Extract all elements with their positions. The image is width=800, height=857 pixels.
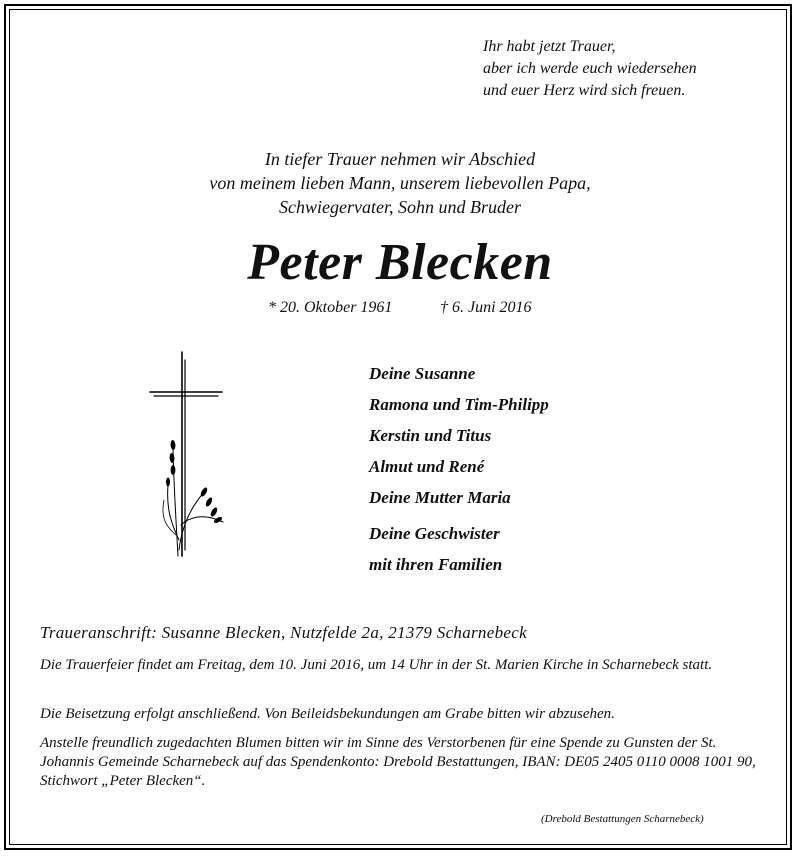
mourners-list [369, 358, 549, 580]
undertaker-credit: (Drebold Bestattungen Scharnebeck) [541, 813, 704, 825]
quote-line: und euer Herz wird sich freuen. [483, 82, 686, 99]
bible-quote [483, 36, 697, 102]
birth-date: * 20. Oktober 1961 [268, 299, 393, 316]
cross-with-wheat-icon [148, 350, 228, 562]
mourner-family-line: mit ihren Familien [369, 555, 503, 574]
mourning-address: Traueranschrift: Susanne Blecken, Nutzfelde 2a, 21379 Scharnebeck [40, 623, 527, 642]
donation-info: Anstelle freundlich zugedachten Blumen bitten wir im Sinne des Verstorbenen für eine Spende zu Gunsten der St. Johannis Gemeinde Scharnebeck auf das Spendenkonto: Drebold Bestattungen, IBAN: DE05 2405 0110 0008 1001 90, Stichwort „Peter Blecken“. [40, 735, 756, 789]
death-date: † 6. Juni 2016 [440, 299, 532, 316]
mourner-family-line: Deine Geschwister [369, 524, 500, 543]
mourner-entry: Kerstin und Titus [369, 426, 492, 445]
mourner-entry: Ramona und Tim-Philipp [369, 395, 549, 414]
mourner-entry: Deine Susanne [369, 364, 476, 383]
funeral-info: Die Trauerfeier findet am Freitag, dem 10. Juni 2016, um 14 Uhr in der St. Marien Kirche in Scharnebeck statt. [40, 657, 713, 673]
mourner-family [369, 518, 549, 580]
deceased-name: Peter Blecken [247, 234, 553, 291]
mourner-entry: Almut und René [369, 457, 485, 476]
mourner-entry: Deine Mutter Maria [369, 488, 511, 507]
intro-text [0, 147, 800, 219]
burial-info: Die Beisetzung erfolgt anschließend. Von Beileidsbekundungen am Grabe bitten wir abzusehen. [40, 706, 615, 722]
quote-line: aber ich werde euch wiedersehen [483, 60, 697, 77]
quote-line: Ihr habt jetzt Trauer, [483, 38, 616, 55]
intro-line: von meinem lieben Mann, unserem liebevollen Papa, [209, 173, 591, 193]
intro-line: Schwiegervater, Sohn und Bruder [279, 197, 521, 217]
intro-line: In tiefer Trauer nehmen wir Abschied [264, 149, 536, 169]
